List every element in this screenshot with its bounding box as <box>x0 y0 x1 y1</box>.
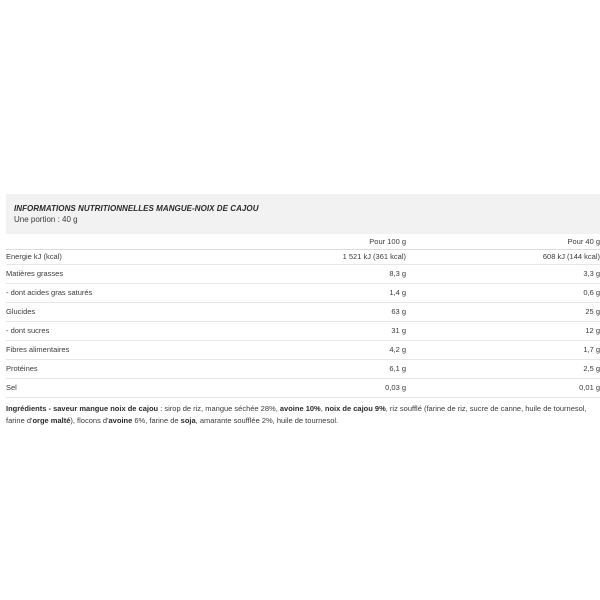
portion-size: Une portion : 40 g <box>14 215 78 224</box>
ingredient-text: , <box>320 404 325 413</box>
ingredient-text: , riz soufflé (farine de riz, sucre de canne, huile de tournesol, farine d' <box>6 404 587 425</box>
nutrient-label: Glucides <box>6 307 36 316</box>
ingredient-text: , amarante soufflée 2%, huile de tournesol. <box>195 416 339 425</box>
table-row <box>6 360 600 378</box>
table-row <box>6 265 600 283</box>
ingredient-text: 6%, farine de <box>132 416 181 425</box>
value-per-100g: 4,2 g <box>389 345 406 354</box>
nutrition-rows <box>6 250 600 398</box>
nutrient-label: Protéines <box>6 364 38 373</box>
value-per-portion: 0,6 g <box>583 288 600 297</box>
column-header-per-100g: Pour 100 g <box>369 237 406 246</box>
nutrition-header <box>6 194 600 234</box>
table-row <box>6 379 600 397</box>
ingredient-highlight: avoine <box>108 416 133 425</box>
value-per-portion: 25 g <box>585 307 600 316</box>
column-header-per-portion: Pour 40 g <box>567 237 600 246</box>
nutrient-label: Fibres alimentaires <box>6 345 70 354</box>
value-per-portion: 0,01 g <box>579 383 600 392</box>
nutrient-label: Energie kJ (kcal) <box>6 252 62 261</box>
nutrient-label: Matières grasses <box>6 269 64 278</box>
value-per-100g: 0,03 g <box>385 383 406 392</box>
table-row <box>6 284 600 302</box>
table-row <box>6 303 600 321</box>
value-per-100g: 1 521 kJ (361 kcal) <box>342 252 406 261</box>
value-per-100g: 6,1 g <box>389 364 406 373</box>
ingredient-text: ), flocons d' <box>70 416 109 425</box>
table-row <box>6 322 600 340</box>
value-per-portion: 12 g <box>585 326 600 335</box>
value-per-100g: 8,3 g <box>389 269 406 278</box>
value-per-portion: 608 kJ (144 kcal) <box>542 252 600 261</box>
ingredient-highlight: avoine 10% <box>279 404 321 413</box>
value-per-100g: 1,4 g <box>389 288 406 297</box>
ingredient-text: : sirop de riz, mangue séchée 28%, <box>158 404 280 413</box>
value-per-100g: 31 g <box>391 326 406 335</box>
ingredient-highlight: orge malté <box>32 416 71 425</box>
nutrient-label: - dont acides gras saturés <box>6 288 93 297</box>
ingredient-highlight: Ingrédients - saveur mangue noix de cajou <box>6 404 159 413</box>
nutrition-title: INFORMATIONS NUTRITIONNELLES MANGUE-NOIX DE CAJOU <box>14 204 259 213</box>
ingredient-highlight: noix de cajou 9% <box>324 404 386 413</box>
nutrition-table <box>6 235 600 398</box>
divider <box>6 397 600 398</box>
nutrition-panel <box>6 194 600 427</box>
table-row <box>6 341 600 359</box>
value-per-100g: 63 g <box>391 307 406 316</box>
table-row <box>6 250 600 264</box>
value-per-portion: 1,7 g <box>583 345 600 354</box>
table-header-row <box>6 235 600 249</box>
value-per-portion: 3,3 g <box>583 269 600 278</box>
nutrient-label: - dont sucres <box>6 326 50 335</box>
ingredients-text <box>6 403 598 427</box>
ingredient-highlight: soja <box>180 416 196 425</box>
value-per-portion: 2,5 g <box>583 364 600 373</box>
nutrient-label: Sel <box>6 383 17 392</box>
